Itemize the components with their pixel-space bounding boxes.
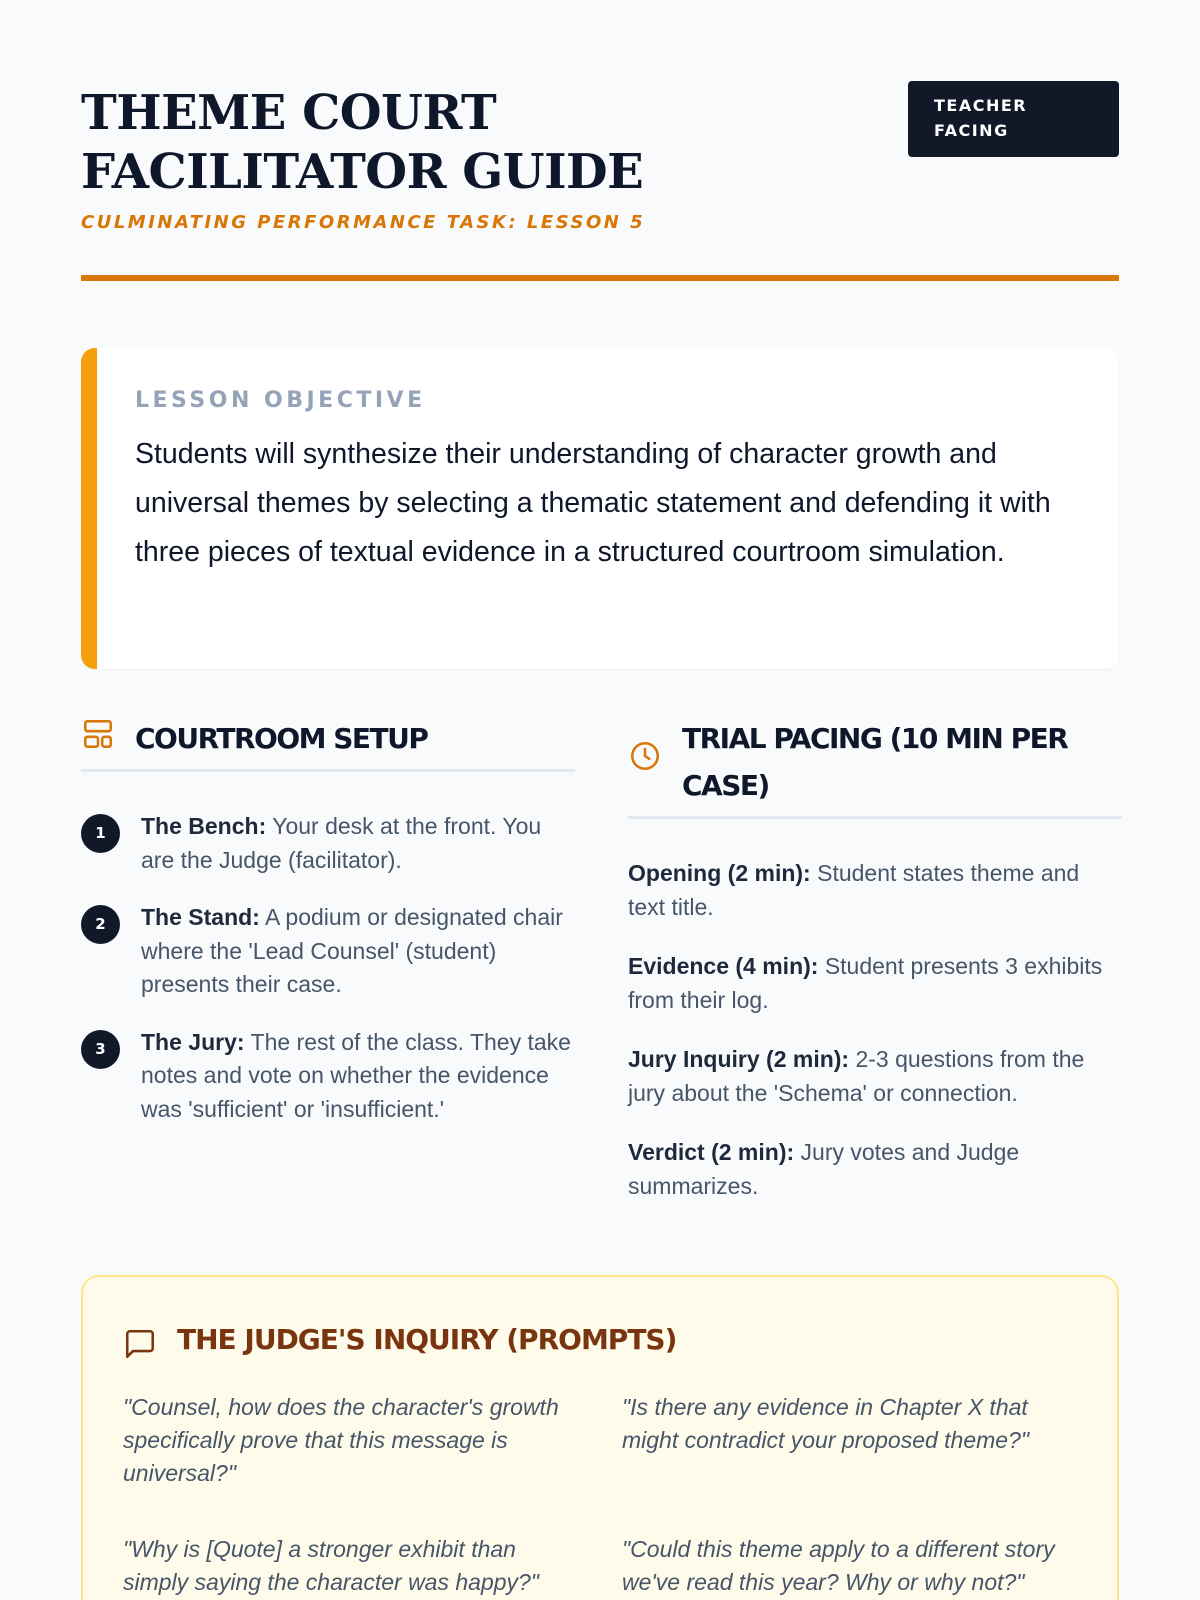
setup-item-label: The Jury: xyxy=(141,1028,245,1055)
pacing-item-text: Student presents 3 exhibits from their log. xyxy=(628,953,1103,1013)
step-number-badge: 1 xyxy=(81,814,120,853)
lesson-objective-card xyxy=(81,348,1119,669)
trial-pacing-header xyxy=(628,715,1122,819)
pacing-item xyxy=(628,950,1122,1017)
pacing-item-label: Verdict (2 min): xyxy=(628,1139,795,1165)
setup-item-text: The rest of the class. They take notes and vote on whether the evidence was 'sufficient' or 'insufficient.' xyxy=(141,1028,571,1122)
clock-icon xyxy=(628,739,662,773)
pacing-item-text: Student states theme and text title. xyxy=(628,860,1080,920)
pacing-item-label: Opening (2 min): xyxy=(628,860,811,886)
pacing-list xyxy=(628,857,1122,1203)
inquiry-prompt: "Could this theme apply to a different story we've read this year? Why or why not?" xyxy=(622,1536,1055,1595)
setup-item-text: A podium or designated chair where the 'Lead Counsel' (student) presents their case. xyxy=(141,904,563,997)
teacher-facing-badge: TEACHER FACING xyxy=(908,81,1119,157)
judge-inquiry-card xyxy=(81,1275,1119,1600)
pacing-item xyxy=(628,1136,1122,1203)
setup-item-text: Your desk at the front. You are the Judge (facilitator). xyxy=(141,813,542,873)
setup-item-label: The Bench: xyxy=(141,813,267,839)
page-header xyxy=(81,0,1119,281)
setup-item xyxy=(81,1026,575,1127)
pacing-item-text: 2-3 questions from the jury about the 'Schema' or connection. xyxy=(628,1046,1085,1106)
courtroom-setup-section xyxy=(81,721,575,1150)
step-number-badge: 3 xyxy=(81,1030,120,1069)
judge-inquiry-header xyxy=(123,1323,1077,1363)
step-number-badge: 2 xyxy=(81,905,120,944)
setup-and-pacing xyxy=(81,721,1119,1281)
pacing-item xyxy=(628,1043,1122,1110)
setup-list xyxy=(81,810,575,1126)
pacing-item-label: Evidence (4 min): xyxy=(628,953,819,979)
trial-pacing-title: TRIAL PACING (10 MIN PER CASE) xyxy=(682,722,1068,802)
courtroom-setup-title: COURTROOM SETUP xyxy=(135,722,428,755)
objective-label: LESSON OBJECTIVE xyxy=(135,388,426,413)
message-square-icon xyxy=(123,1327,157,1361)
pacing-item-text: Jury votes and Judge summarizes. xyxy=(628,1139,1020,1199)
courtroom-setup-header xyxy=(81,715,575,772)
inquiry-prompt: "Is there any evidence in Chapter X that might contradict your proposed theme?" xyxy=(622,1394,1030,1453)
inquiry-prompts xyxy=(123,1391,1077,1599)
pacing-item-label: Jury Inquiry (2 min): xyxy=(628,1046,850,1072)
setup-item-label: The Stand: xyxy=(141,904,260,930)
pacing-item xyxy=(628,857,1122,924)
setup-item xyxy=(81,901,575,1002)
objective-text: Students will synthesize their understanding of character growth and universal themes by selecting a thematic statement and defending it with three pieces of textual evidence in a structured courtroom simulation. xyxy=(135,438,1051,568)
page-subtitle: CULMINATING PERFORMANCE TASK: LESSON 5 xyxy=(81,212,646,233)
setup-item xyxy=(81,810,575,877)
judge-inquiry-title: THE JUDGE'S INQUIRY (PROMPTS) xyxy=(177,1323,677,1356)
inquiry-prompt: "Why is [Quote] a stronger exhibit than simply saying the character was happy?" xyxy=(123,1536,539,1595)
trial-pacing-section xyxy=(628,721,1122,1229)
inquiry-prompt: "Counsel, how does the character's growth specifically prove that this message is universal?" xyxy=(123,1394,559,1486)
layout-icon xyxy=(81,717,115,751)
page-title: THEME COURT FACILITATOR GUIDE xyxy=(81,85,644,200)
